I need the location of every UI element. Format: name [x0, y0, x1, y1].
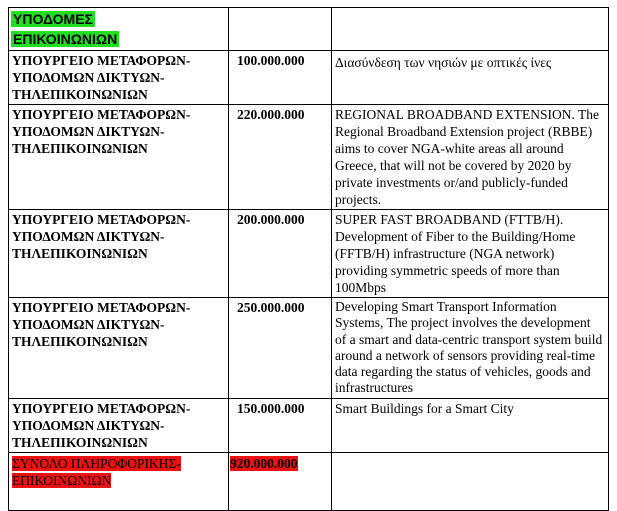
total-label-line2: ΕΠΙΚΟΙΝΩΝΙΩΝ: [12, 472, 112, 488]
total-amount: 920.000.000: [230, 455, 298, 471]
table-row: [9, 398, 609, 452]
description-cell: SUPER FAST BROADBAND (FTTB/H). Development of Fiber to the Building/Home (FFTB/H) infrastructure (NGA network) providing symmetric speeds of more than 100Mbps: [332, 210, 609, 298]
description-cell: Smart Buildings for a Smart City: [332, 398, 609, 452]
ministry-cell: ΥΠΟΥΡΓΕΙΟ ΜΕΤΑΦΟΡΩΝ-ΥΠΟΔΟΜΩΝ ΔΙΚΤΥΩΝ-ΤΗΛΕΠΙΚΟΙΝΩΝΙΩΝ: [9, 210, 229, 298]
total-empty-cell: [332, 452, 609, 510]
description-cell: REGIONAL BROADBAND EXTENSION. The Regional Broadband Extension project (RBBE) aims to cover NGA-white areas all around Greece, that will not be covered by 2020 by private investments or/and publicly-funded projects.: [332, 105, 609, 210]
amount-cell: 220.000.000: [229, 105, 332, 210]
header-row: [9, 8, 609, 51]
ministry-cell: ΥΠΟΥΡΓΕΙΟ ΜΕΤΑΦΟΡΩΝ-ΥΠΟΔΟΜΩΝ ΔΙΚΤΥΩΝ-ΤΗΛΕΠΙΚΟΙΝΩΝΙΩΝ: [9, 398, 229, 452]
description-cell: Διασύνδεση των νησιών με οπτικές ίνες: [332, 51, 609, 105]
ministry-cell: ΥΠΟΥΡΓΕΙΟ ΜΕΤΑΦΟΡΩΝ-ΥΠΟΔΟΜΩΝ ΔΙΚΤΥΩΝ-ΤΗΛΕΠΙΚΟΙΝΩΝΙΩΝ: [9, 298, 229, 399]
header-title-line2: ΕΠΙΚΟΙΝΩΝΙΩΝ: [13, 31, 118, 47]
description-cell: Developing Smart Transport Information Systems, The project involves the development of a smart and data-centric transport system build around a network of sensors providing real-time data regarding the status of vehicles, goods and infrastructures: [332, 298, 609, 399]
header-title-cell: [9, 8, 229, 51]
header-empty-cell: [332, 8, 609, 51]
total-label-line1: ΣΥΝΟΛΟ ΠΛΗΡΟΦΟΡΙΚΗΣ-: [12, 455, 181, 471]
amount-cell: 150.000.000: [229, 398, 332, 452]
total-label-cell: [9, 452, 229, 510]
table-row: [9, 105, 609, 210]
amount-cell: 100.000.000: [229, 51, 332, 105]
infrastructure-table: [8, 7, 609, 511]
total-amount-cell: [229, 452, 332, 510]
header-title-line1: ΥΠΟΔΟΜΕΣ: [13, 11, 93, 27]
amount-cell: 250.000.000: [229, 298, 332, 399]
table-row: [9, 298, 609, 399]
ministry-cell: ΥΠΟΥΡΓΕΙΟ ΜΕΤΑΦΟΡΩΝ-ΥΠΟΔΟΜΩΝ ΔΙΚΤΥΩΝ-ΤΗΛΕΠΙΚΟΙΝΩΝΙΩΝ: [9, 51, 229, 105]
amount-cell: 200.000.000: [229, 210, 332, 298]
table-row: [9, 51, 609, 105]
total-row: [9, 452, 609, 510]
ministry-cell: ΥΠΟΥΡΓΕΙΟ ΜΕΤΑΦΟΡΩΝ-ΥΠΟΔΟΜΩΝ ΔΙΚΤΥΩΝ-ΤΗΛΕΠΙΚΟΙΝΩΝΙΩΝ: [9, 105, 229, 210]
table-row: [9, 210, 609, 298]
header-empty-cell: [229, 8, 332, 51]
